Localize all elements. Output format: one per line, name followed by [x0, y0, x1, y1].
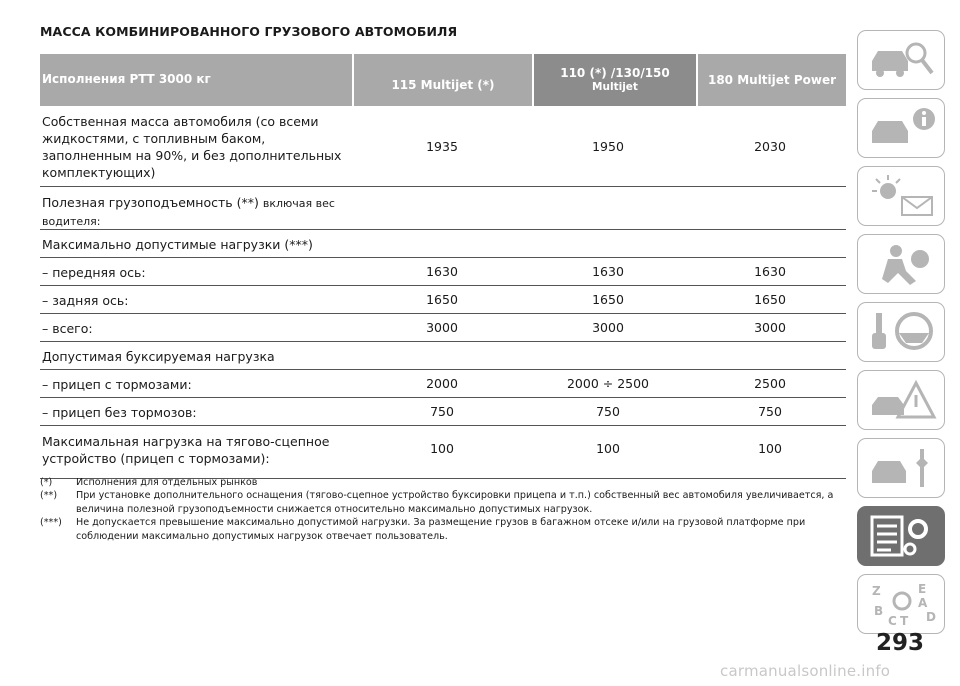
value-cell: 3000: [592, 320, 624, 335]
footnote: [40, 476, 846, 489]
value-cell: 3000: [754, 320, 786, 335]
value-cell: 100: [430, 441, 454, 456]
spec-list-gear-icon: [866, 513, 938, 559]
value-cell: 2500: [754, 376, 786, 391]
row-label: – передняя ось:: [42, 265, 146, 280]
tab-warning-lights[interactable]: [857, 166, 945, 226]
footnote-text: При установке дополнительного оснащения (тягово-сцепное устройство буксировки прицепа и т.п.) собственный вес автомобиля увеличивается, а величина полезной грузоподъемности снижается относительно максимально допустимых нагрузок.: [76, 490, 834, 515]
tab-emergency[interactable]: [857, 370, 945, 430]
page-number: 293: [876, 630, 925, 656]
svg-text:T: T: [900, 614, 909, 627]
watermark: carmanualsonline.info: [720, 662, 891, 680]
row-label: – всего:: [42, 321, 93, 336]
table-row: [40, 342, 846, 370]
table-row: [40, 426, 846, 479]
footnotes: [40, 476, 846, 543]
header-115-multijet: 115 Multijet (*): [354, 54, 532, 106]
value-cell: 1650: [426, 292, 458, 307]
row-label: Собственная масса автомобиля (со всеми жидкостями, с топливным баком, заполненным на 90%, и без дополнительных комплектующих): [42, 114, 342, 180]
table-row: [40, 187, 846, 230]
table-row: [40, 370, 846, 398]
value-cell: 1650: [592, 292, 624, 307]
tab-starting-driving[interactable]: [857, 302, 945, 362]
value-cell: 1650: [754, 292, 786, 307]
tab-maintenance[interactable]: [857, 438, 945, 498]
airbag-passenger-icon: [866, 241, 938, 287]
table-header: [40, 54, 846, 106]
table-row: [40, 398, 846, 426]
value-cell: 1630: [754, 264, 786, 279]
value-cell: 2000 ÷ 2500: [566, 376, 650, 391]
footnote-mark: (***): [40, 517, 62, 529]
value-cell: 750: [430, 404, 454, 419]
svg-text:Z: Z: [872, 584, 881, 598]
tab-car-search[interactable]: [857, 30, 945, 90]
tab-specifications[interactable]: [857, 506, 945, 566]
value-cell: 100: [596, 441, 620, 456]
tab-car-info[interactable]: [857, 98, 945, 158]
header-110-130-150-multijet: [534, 54, 696, 106]
row-label: – задняя ось:: [42, 293, 129, 308]
value-cell: 1630: [426, 264, 458, 279]
car-info-icon: [866, 105, 938, 151]
table-row: [40, 230, 846, 258]
row-label: Максимальная нагрузка на тягово-сцепное устройство (прицеп с тормозами):: [42, 434, 330, 466]
table-row: [40, 106, 846, 187]
value-cell: 100: [758, 441, 782, 456]
table-row: [40, 258, 846, 286]
row-label-main: Полезная грузоподъемность (**): [42, 195, 259, 210]
car-wrench-icon: [866, 445, 938, 491]
row-label-note: включая вес водителя:: [42, 197, 335, 228]
value-cell: 1950: [592, 139, 624, 154]
footnote-mark: (**): [40, 490, 58, 502]
row-label: – прицеп с тормозами:: [42, 377, 192, 392]
footnote: [40, 516, 846, 543]
car-warning-triangle-icon: [866, 377, 938, 423]
value-cell: 750: [758, 404, 782, 419]
header-version: Исполнения РТТ 3000 кг: [42, 72, 211, 86]
value-cell: 1630: [592, 264, 624, 279]
header-180-multijet-power: 180 Multijet Power: [707, 73, 837, 87]
row-label: [42, 194, 352, 230]
row-label: Максимально допустимые нагрузки (***): [42, 237, 313, 252]
value-cell: 1935: [426, 139, 458, 154]
svg-text:A: A: [918, 596, 928, 610]
svg-text:C: C: [888, 614, 897, 627]
warning-light-message-icon: [866, 173, 938, 219]
header-col2-line1: 110 (*) /130/150: [560, 66, 670, 80]
header-col2-line2: Multijet: [592, 81, 638, 93]
footnote: [40, 489, 846, 516]
svg-text:E: E: [918, 582, 927, 596]
row-label: Допустимая буксируемая нагрузка: [42, 349, 275, 364]
page-title: МАССА КОМБИНИРОВАННОГО ГРУЗОВОГО АВТОМОБИЛЯ: [40, 24, 458, 39]
weights-table: [40, 54, 846, 479]
svg-text:D: D: [926, 610, 936, 624]
tab-index[interactable]: [857, 574, 945, 634]
table-row: [40, 314, 846, 342]
svg-text:B: B: [874, 604, 884, 618]
value-cell: 2000: [426, 376, 458, 391]
value-cell: 2030: [754, 139, 786, 154]
key-steering-wheel-icon: [866, 309, 938, 355]
car-search-icon: [866, 37, 938, 83]
footnote-text: Не допускается превышение максимально допустимой нагрузки. За размещение грузов в багажном отсеке и/или на грузовой платформе при соблюдении максимально допустимых нагрузок отвечает пользователь.: [76, 517, 806, 542]
tab-safety[interactable]: [857, 234, 945, 294]
alphabet-index-icon: [866, 581, 938, 627]
row-label: – прицеп без тормозов:: [42, 405, 197, 420]
value-cell: 3000: [426, 320, 458, 335]
footnote-mark: (*): [40, 477, 53, 488]
value-cell: 750: [596, 404, 620, 419]
footnote-text: Исполнения для отдельных рынков: [76, 477, 258, 488]
table-row: [40, 286, 846, 314]
